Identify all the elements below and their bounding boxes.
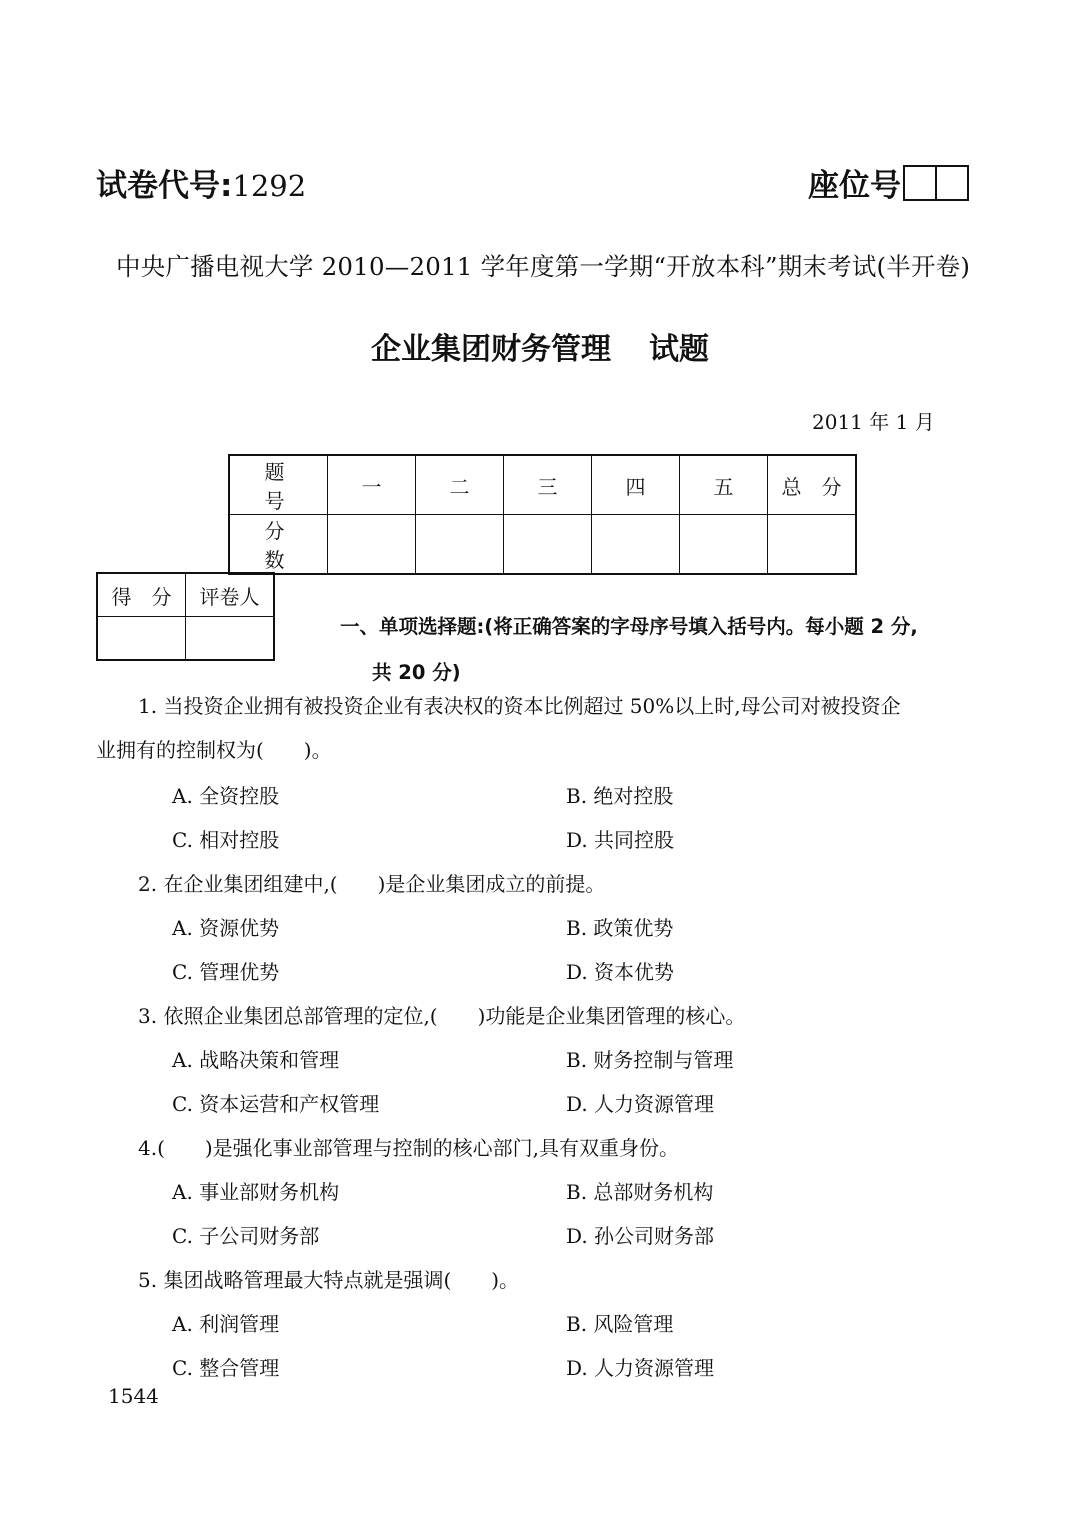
question-4-option-d: D. 孙公司财务部 (566, 1224, 715, 1248)
question-2-option-c: C. 管理优势 (172, 960, 280, 984)
question-4-option-b: B. 总部财务机构 (566, 1180, 714, 1204)
paper-title (0, 324, 1080, 368)
page-number: 1544 (108, 1384, 159, 1408)
question-2-option-b: B. 政策优势 (566, 916, 674, 940)
question-5-stem: 5. 集团战略管理最大特点就是强调( )。 (138, 1268, 520, 1292)
paper-title-subject: 企业集团财务管理 (371, 332, 611, 367)
question-3-option-c: C. 资本运营和产权管理 (172, 1092, 380, 1116)
question-5-option-b: B. 风险管理 (566, 1312, 674, 1336)
score-table-cell: 五 (680, 455, 768, 515)
grader-table (96, 572, 275, 661)
score-table-blank (416, 515, 504, 575)
score-table-cell: 二 (416, 455, 504, 515)
score-table-score-row (229, 515, 856, 575)
exam-header: 中央广播电视大学 2010—2011 学年度第一学期“开放本科”期末考试(半开卷) (116, 252, 971, 281)
question-1-option-b: B. 绝对控股 (566, 784, 674, 808)
paper-code-value: 1292 (232, 169, 307, 203)
score-table-blank (328, 515, 416, 575)
grader-name-label: 评卷人 (186, 573, 275, 617)
question-2-option-a: A. 资源优势 (172, 916, 280, 940)
seat-box-1 (903, 165, 937, 201)
question-3-stem: 3. 依照企业集团总部管理的定位,( )功能是企业集团管理的核心。 (138, 1004, 746, 1028)
score-table-cell: 分 数 (229, 515, 328, 575)
question-1-option-a: A. 全资控股 (172, 784, 280, 808)
grader-score-blank (97, 617, 186, 661)
question-3-option-a: A. 战略决策和管理 (172, 1048, 340, 1072)
question-1-option-c: C. 相对控股 (172, 828, 280, 852)
question-3-option-d: D. 人力资源管理 (566, 1092, 715, 1116)
grader-name-blank (186, 617, 275, 661)
question-4-option-a: A. 事业部财务机构 (172, 1180, 340, 1204)
paper-code (96, 160, 306, 205)
paper-code-label: 试卷代号: (96, 168, 233, 204)
seat-box-2 (937, 165, 969, 201)
section-heading-line1: 一、单项选择题:(将正确答案的字母序号填入括号内。每小题 2 分, (340, 615, 918, 638)
score-table-blank (680, 515, 768, 575)
question-5-option-c: C. 整合管理 (172, 1356, 280, 1380)
score-table-header-row (229, 455, 856, 515)
score-table-cell: 四 (592, 455, 680, 515)
question-3-option-b: B. 财务控制与管理 (566, 1048, 734, 1072)
question-5-option-a: A. 利润管理 (172, 1312, 280, 1336)
score-table-cell: 三 (504, 455, 592, 515)
question-4-stem: 4.( )是强化事业部管理与控制的核心部门,具有双重身份。 (138, 1136, 680, 1160)
score-table-blank (504, 515, 592, 575)
score-table-blank (768, 515, 857, 575)
question-4-option-c: C. 子公司财务部 (172, 1224, 320, 1248)
question-2-option-d: D. 资本优势 (566, 960, 675, 984)
seat-number (808, 160, 969, 205)
section-heading (340, 604, 980, 696)
question-1-option-d: D. 共同控股 (566, 828, 675, 852)
score-table-cell: 一 (328, 455, 416, 515)
score-table-cell: 题 号 (229, 455, 328, 515)
grader-score-label: 得 分 (97, 573, 186, 617)
question-1-stem-continued: 业拥有的控制权为( )。 (96, 738, 332, 762)
seat-number-boxes (903, 165, 969, 201)
score-table-cell: 总 分 (768, 455, 857, 515)
question-1-stem: 1. 当投资企业拥有被投资企业有表决权的资本比例超过 50%以上时,母公司对被投资企 (138, 694, 901, 718)
question-5-option-d: D. 人力资源管理 (566, 1356, 715, 1380)
exam-date: 2011 年 1 月 (812, 410, 935, 434)
section-heading-line2: 共 20 分) (372, 661, 461, 684)
score-table-blank (592, 515, 680, 575)
seat-number-label: 座位号 (808, 168, 901, 204)
paper-title-suffix: 试题 (649, 332, 709, 367)
question-2-stem: 2. 在企业集团组建中,( )是企业集团成立的前提。 (138, 872, 606, 896)
score-table (228, 454, 857, 575)
